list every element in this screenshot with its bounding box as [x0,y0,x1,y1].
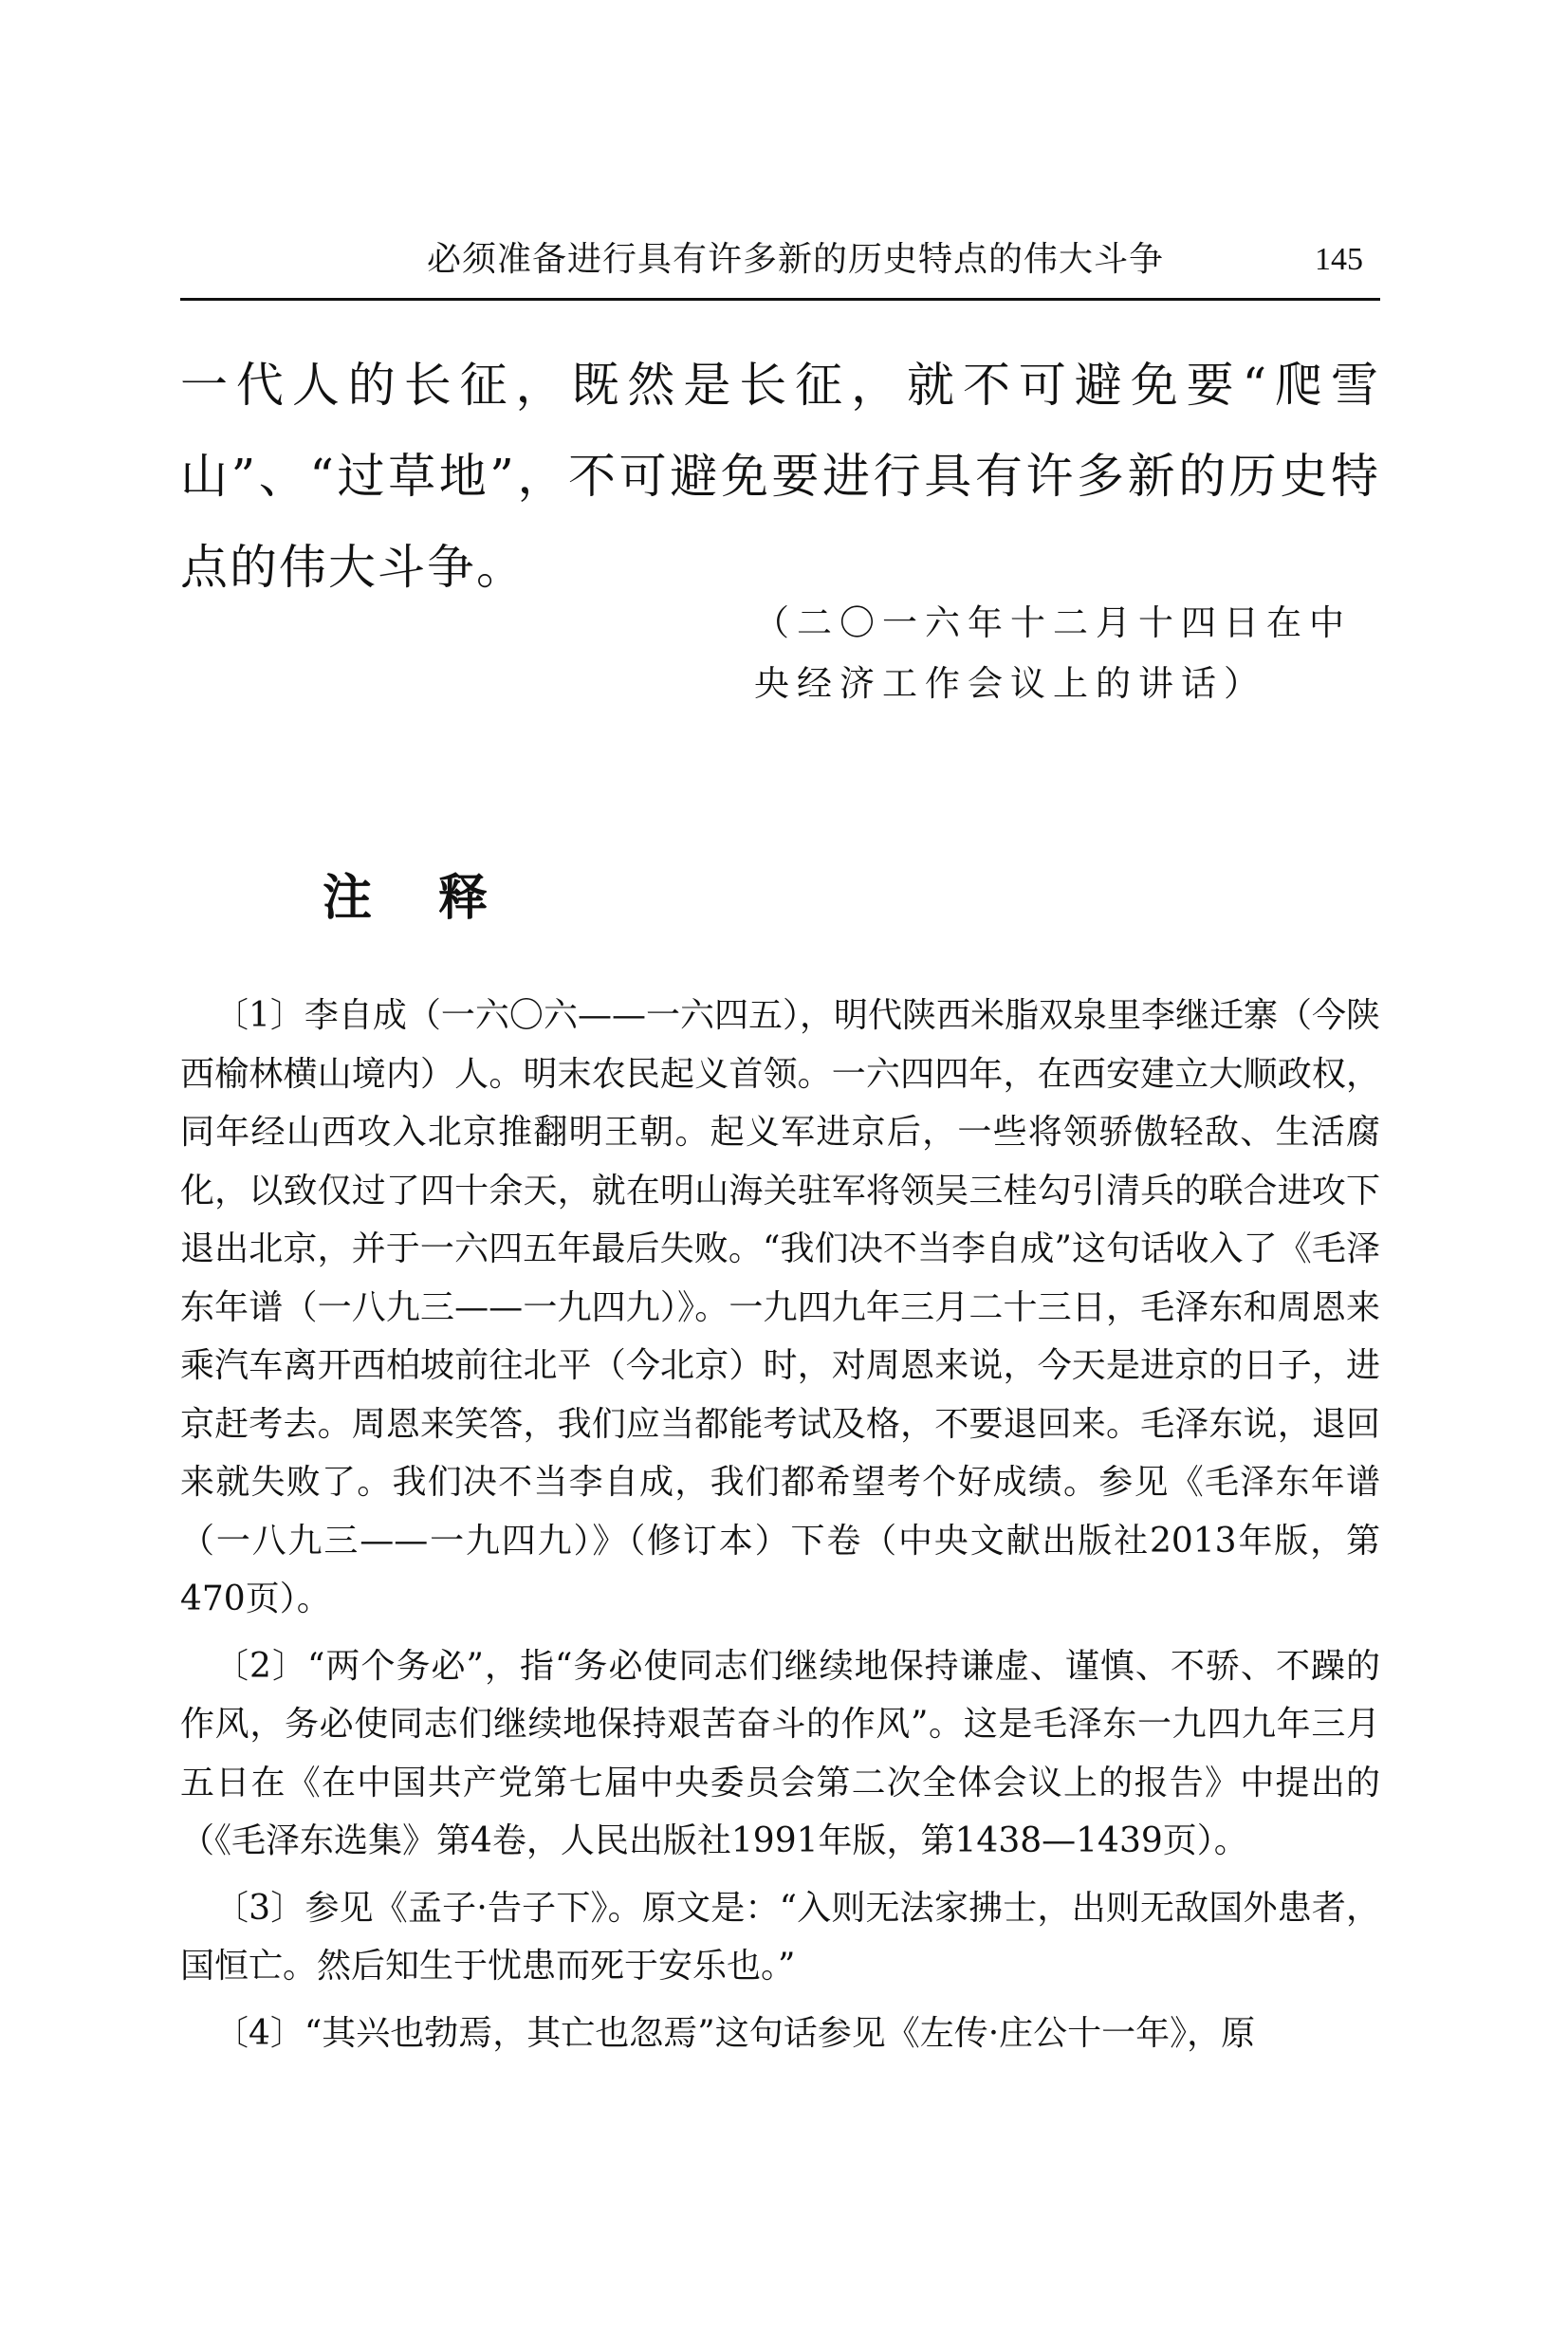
page-number: 145 [1315,242,1363,277]
source-note: （二〇一六年十二月十四日在中央经济工作会议上的讲话） [754,602,1352,704]
note-number: 〔2〕 [214,1646,307,1686]
body-paragraph: 一代人的长征，既然是长征，就不可避免要“爬雪山”、“过草地”，不可避免要进行具有许多新的历史特点的伟大斗争。 [180,358,1380,595]
notes-heading-part1: 注 [323,870,373,927]
note-item-3 [180,1879,1380,1996]
notes-heading [323,865,488,932]
note-text: “其兴也勃焉，其亡也忽焉”这句话参见《左传·庄公十一年》，原 [304,2013,1256,2053]
note-number: 〔3〕 [214,1888,305,1928]
running-title: 必须准备进行具有许多新的历史特点的伟大斗争 [427,240,1165,279]
notes-heading-part2: 释 [438,870,489,927]
note-item-1 [180,987,1380,1629]
note-text: 李自成（一六〇六——一六四五），明代陕西米脂双泉里李继迁寨（今陕西榆林横山境内）人。明末农民起义首领。一六四四年，在西安建立大顺政权，同年经山西攻入北京推翻明王朝。起义军进京后，一些将领骄傲轻敌、生活腐化，以致仅过了四十余天，就在明山海关驻军将领吴三桂勾引清兵的联合进攻下退出北京，并于一六四五年最后失败。“我们决不当李自成”这句话收入了《毛泽东年谱（一八九三——一九四九）》。一九四九年三月二十三日，毛泽东和周恩来乘汽车离开西柏坡前往北平（今北京）时，对周恩来说，今天是进京的日子，进京赶考去。周恩来笑答，我们应当都能考试及格，不要退回来。毛泽东说，退回来就失败了。我们决不当李自成，我们都希望考个好成绩。参见《毛泽东年谱（一八九三——一九四九）》（修订本）下卷（中央文献出版社2013年版，第470页）。 [180,996,1380,1618]
note-item-2 [180,1637,1380,1871]
note-number: 〔4〕 [214,2013,304,2053]
notes-list [180,987,1380,2071]
note-number: 〔1〕 [214,996,304,1035]
note-item-4 [180,2005,1380,2063]
note-text: “两个务必”，指“务必使同志们继续地保持谦虚、谨慎、不骄、不躁的作风，务必使同志们继续地保持艰苦奋斗的作风”。这是毛泽东一九四九年三月五日在《在中国共产党第七届中央委员会第二次全体会议上的报告》中提出的（《毛泽东选集》第4卷，人民出版社1991年版，第1438—1439页）。 [180,1646,1380,1860]
running-header [180,235,1380,301]
note-text: 参见《孟子·告子下》。原文是：“入则无法家拂士，出则无敌国外患者，国恒亡。然后知生于忧患而死于安乐也。” [180,1888,1381,1986]
